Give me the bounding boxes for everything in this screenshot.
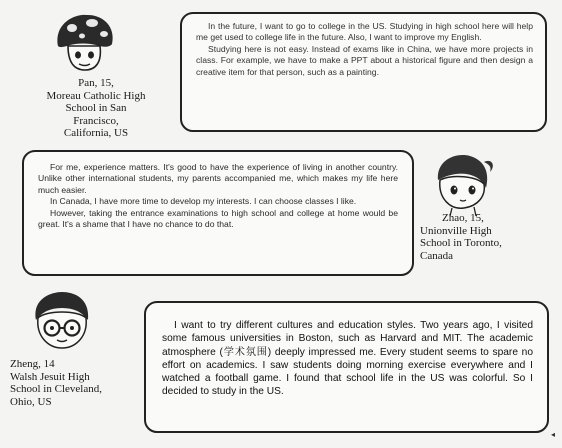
profile-line: Moreau Catholic High xyxy=(46,89,146,102)
speech-bubble-zheng xyxy=(144,301,549,433)
profile-line: School in Toronto, xyxy=(420,237,502,249)
paragraph: However, taking the entrance examinations to high school and college at home would be great. It's a shame that I have no chance to do that. xyxy=(38,207,398,230)
corner-mark: ◂ xyxy=(551,430,556,439)
profile-line: California, US xyxy=(63,127,129,139)
profile-line: Ohio, US xyxy=(10,395,52,408)
speech-bubble-pan xyxy=(180,12,547,132)
profile-line: Unionville High xyxy=(420,224,492,237)
student-profile-pan xyxy=(42,77,150,140)
profile-line: Pan, 15, xyxy=(78,77,114,89)
speech-bubble-zhao xyxy=(22,150,414,276)
paragraph: In the future, I want to go to college in the US. Studying in high school here will help me get used to college life in the future. Also, I want to improve my English. xyxy=(196,21,533,43)
paragraph: I want to try different cultures and education styles. Two years ago, I visited some famous universities in Boston, such as Harvard and MIT. The academic atmosphere (学术氛围) deeply impressed me. Every student seems to spare no effort on academics. I saw students doing morning exercise everywhere and I watched a football game. I found that school life in the US was colorful. So I decided to study in the US. xyxy=(162,320,533,398)
profile-line: Zheng, 14 xyxy=(10,358,55,370)
student-profile-zhao xyxy=(420,212,502,262)
student-profile-zheng xyxy=(10,358,102,408)
girl-avatar xyxy=(426,150,496,216)
profile-line: Zhao, 15, xyxy=(442,212,484,224)
profile-line: School in Cleveland, xyxy=(10,383,102,395)
paragraph: For me, experience matters. It's good to have the experience of living in another country. Unlike other international students, my parents accompanied me, which makes my life here much easier. xyxy=(38,162,398,195)
profile-line: Walsh Jesuit High xyxy=(10,370,90,383)
paragraph: Studying here is not easy. Instead of exams like in China, we have more projects in class. For example, we have to make a PPT about a historical figure and then design a creative item for that person, such as a painting. xyxy=(196,43,533,77)
profile-line: Canada xyxy=(420,249,453,262)
mushroom-head-avatar xyxy=(52,12,118,74)
profile-line: School in San Francisco, xyxy=(65,102,127,127)
glasses-boy-avatar xyxy=(28,290,96,350)
paragraph: In Canada, I have more time to develop my interests. I can choose classes I like. xyxy=(50,196,357,207)
